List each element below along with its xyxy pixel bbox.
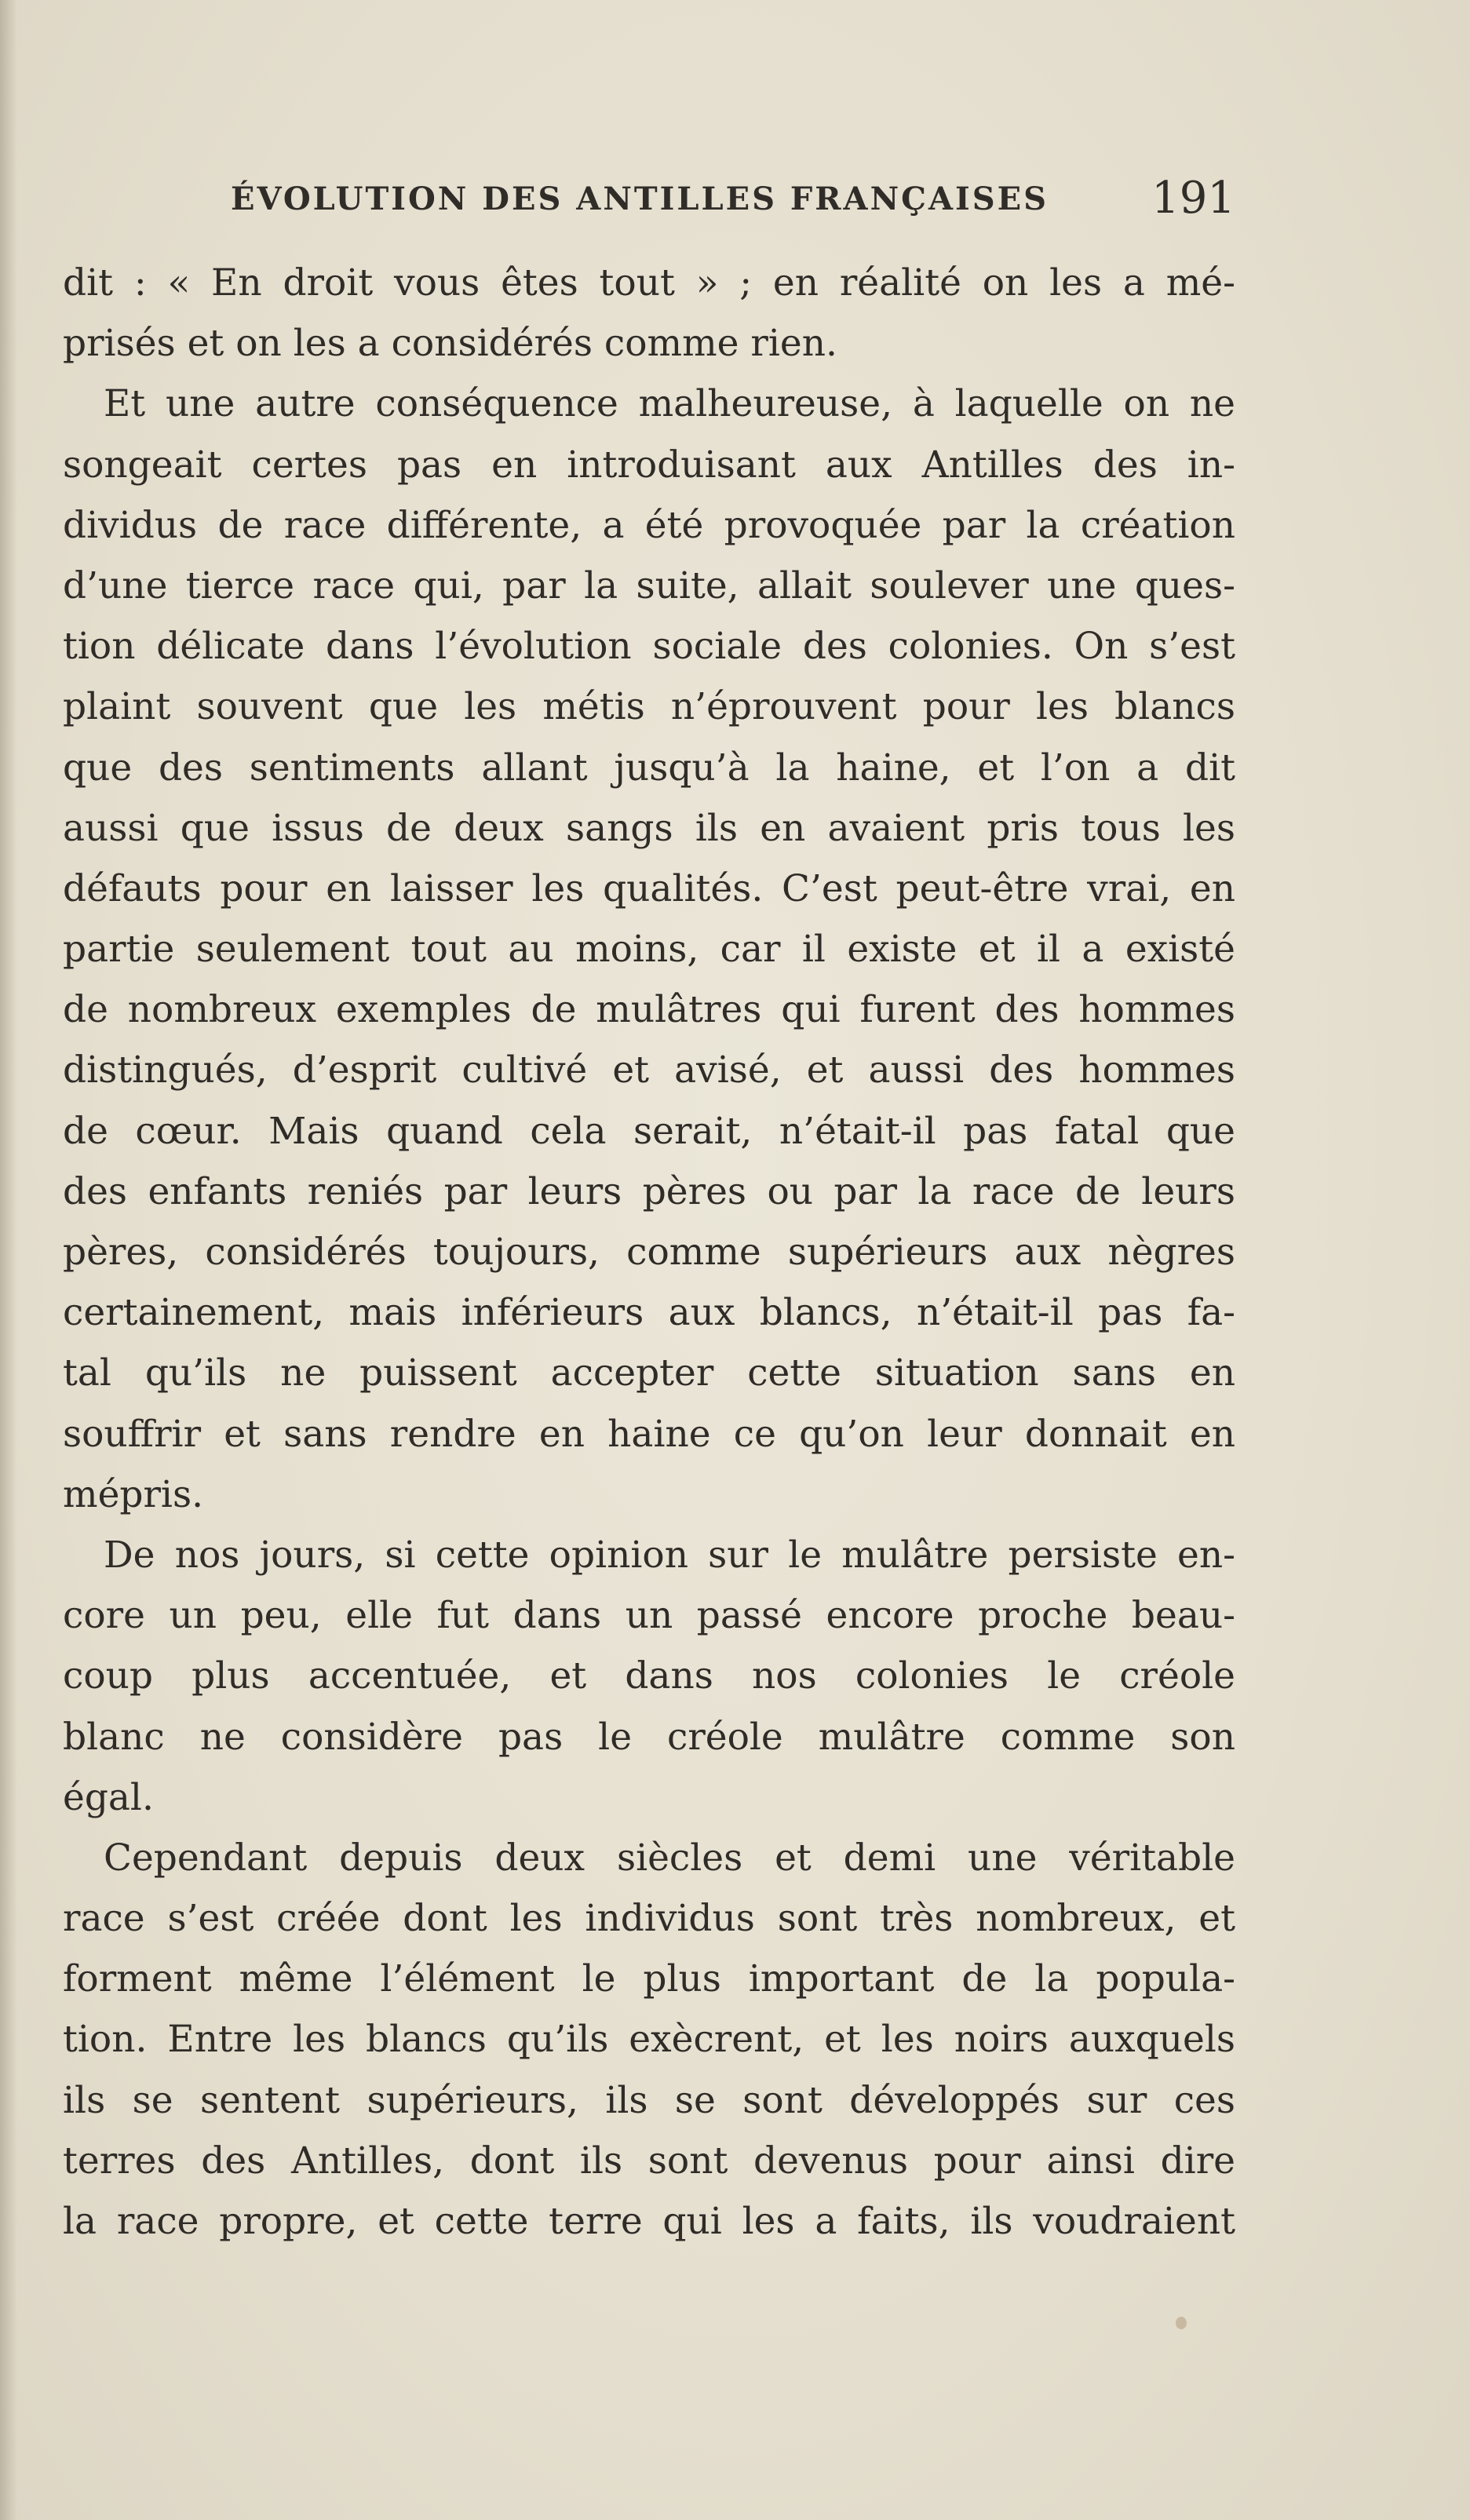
text-line: tal qu’ils ne puissent accepter cette situation sans en	[63, 1351, 1235, 1395]
text-line: De nos jours, si cette opinion sur le mulâtre persiste en-	[104, 1533, 1235, 1577]
text-line: dividus de race différente, a été provoquée par la création	[63, 503, 1235, 547]
text-line: d’une tierce race qui, par la suite, allait soulever une ques-	[63, 563, 1235, 607]
running-title: ÉVOLUTION DES ANTILLES FRANÇAISES	[231, 181, 1049, 217]
text-line: prisés et on les a considérés comme rien.	[63, 322, 837, 366]
paper-speck	[1176, 2317, 1187, 2329]
text-line: tion délicate dans l’évolution sociale des colonies. On s’est	[63, 625, 1235, 669]
text-line: blanc ne considère pas le créole mulâtre comme son	[63, 1715, 1235, 1759]
page-number: 191	[1151, 173, 1235, 224]
text-line: forment même l’élément le plus important de la popula-	[63, 1957, 1235, 2001]
text-line: des enfants reniés par leurs pères ou par la race de leurs	[63, 1169, 1235, 1213]
text-line: core un peu, elle fut dans un passé encore proche beau-	[63, 1594, 1235, 1638]
text-line: pères, considérés toujours, comme supérieurs aux nègres	[63, 1231, 1235, 1274]
text-line: distingués, d’esprit cultivé et avisé, et aussi des hommes	[63, 1048, 1235, 1092]
text-line: Et une autre conséquence malheureuse, à laquelle on ne	[104, 382, 1235, 426]
text-line: race s’est créée dont les individus sont très nombreux, et	[63, 1897, 1235, 1941]
text-line: défauts pour en laisser les qualités. C’est peut-être vrai, en	[63, 866, 1235, 910]
text-line: que des sentiments allant jusqu’à la haine, et l’on a dit	[63, 746, 1235, 790]
text-line: souffrir et sans rendre en haine ce qu’on leur donnait en	[63, 1412, 1235, 1456]
text-line: certainement, mais inférieurs aux blancs, n’était-il pas fa-	[63, 1291, 1235, 1335]
text-line: dit : « En droit vous êtes tout » ; en réalité on les a mé-	[63, 261, 1235, 305]
text-line: la race propre, et cette terre qui les a faits, ils voudraient	[63, 2200, 1235, 2243]
text-line: Cependant depuis deux siècles et demi une véritable	[104, 1836, 1235, 1880]
text-line: tion. Entre les blancs qu’ils exècrent, et les noirs auxquels	[63, 2018, 1235, 2062]
text-line: plaint souvent que les métis n’éprouvent pour les blancs	[63, 685, 1235, 729]
page-header	[66, 174, 1235, 237]
text-line: égal.	[63, 1775, 154, 1819]
page-gutter-shadow	[0, 0, 17, 2520]
text-line: songeait certes pas en introduisant aux Antilles des in-	[63, 443, 1235, 487]
text-line: ils se sentent supérieurs, ils se sont développés sur ces	[63, 2078, 1235, 2122]
text-line: de cœur. Mais quand cela serait, n’était-il pas fatal que	[63, 1109, 1235, 1153]
text-line: terres des Antilles, dont ils sont devenus pour ainsi dire	[63, 2139, 1235, 2183]
text-line: coup plus accentuée, et dans nos colonies le créole	[63, 1654, 1235, 1698]
body-text	[63, 253, 1235, 2252]
text-line: partie seulement tout au moins, car il existe et il a existé	[63, 928, 1235, 972]
text-line: de nombreux exemples de mulâtres qui furent des hommes	[63, 988, 1235, 1032]
text-line: aussi que issus de deux sangs ils en avaient pris tous les	[63, 806, 1235, 850]
text-line: mépris.	[63, 1472, 204, 1516]
